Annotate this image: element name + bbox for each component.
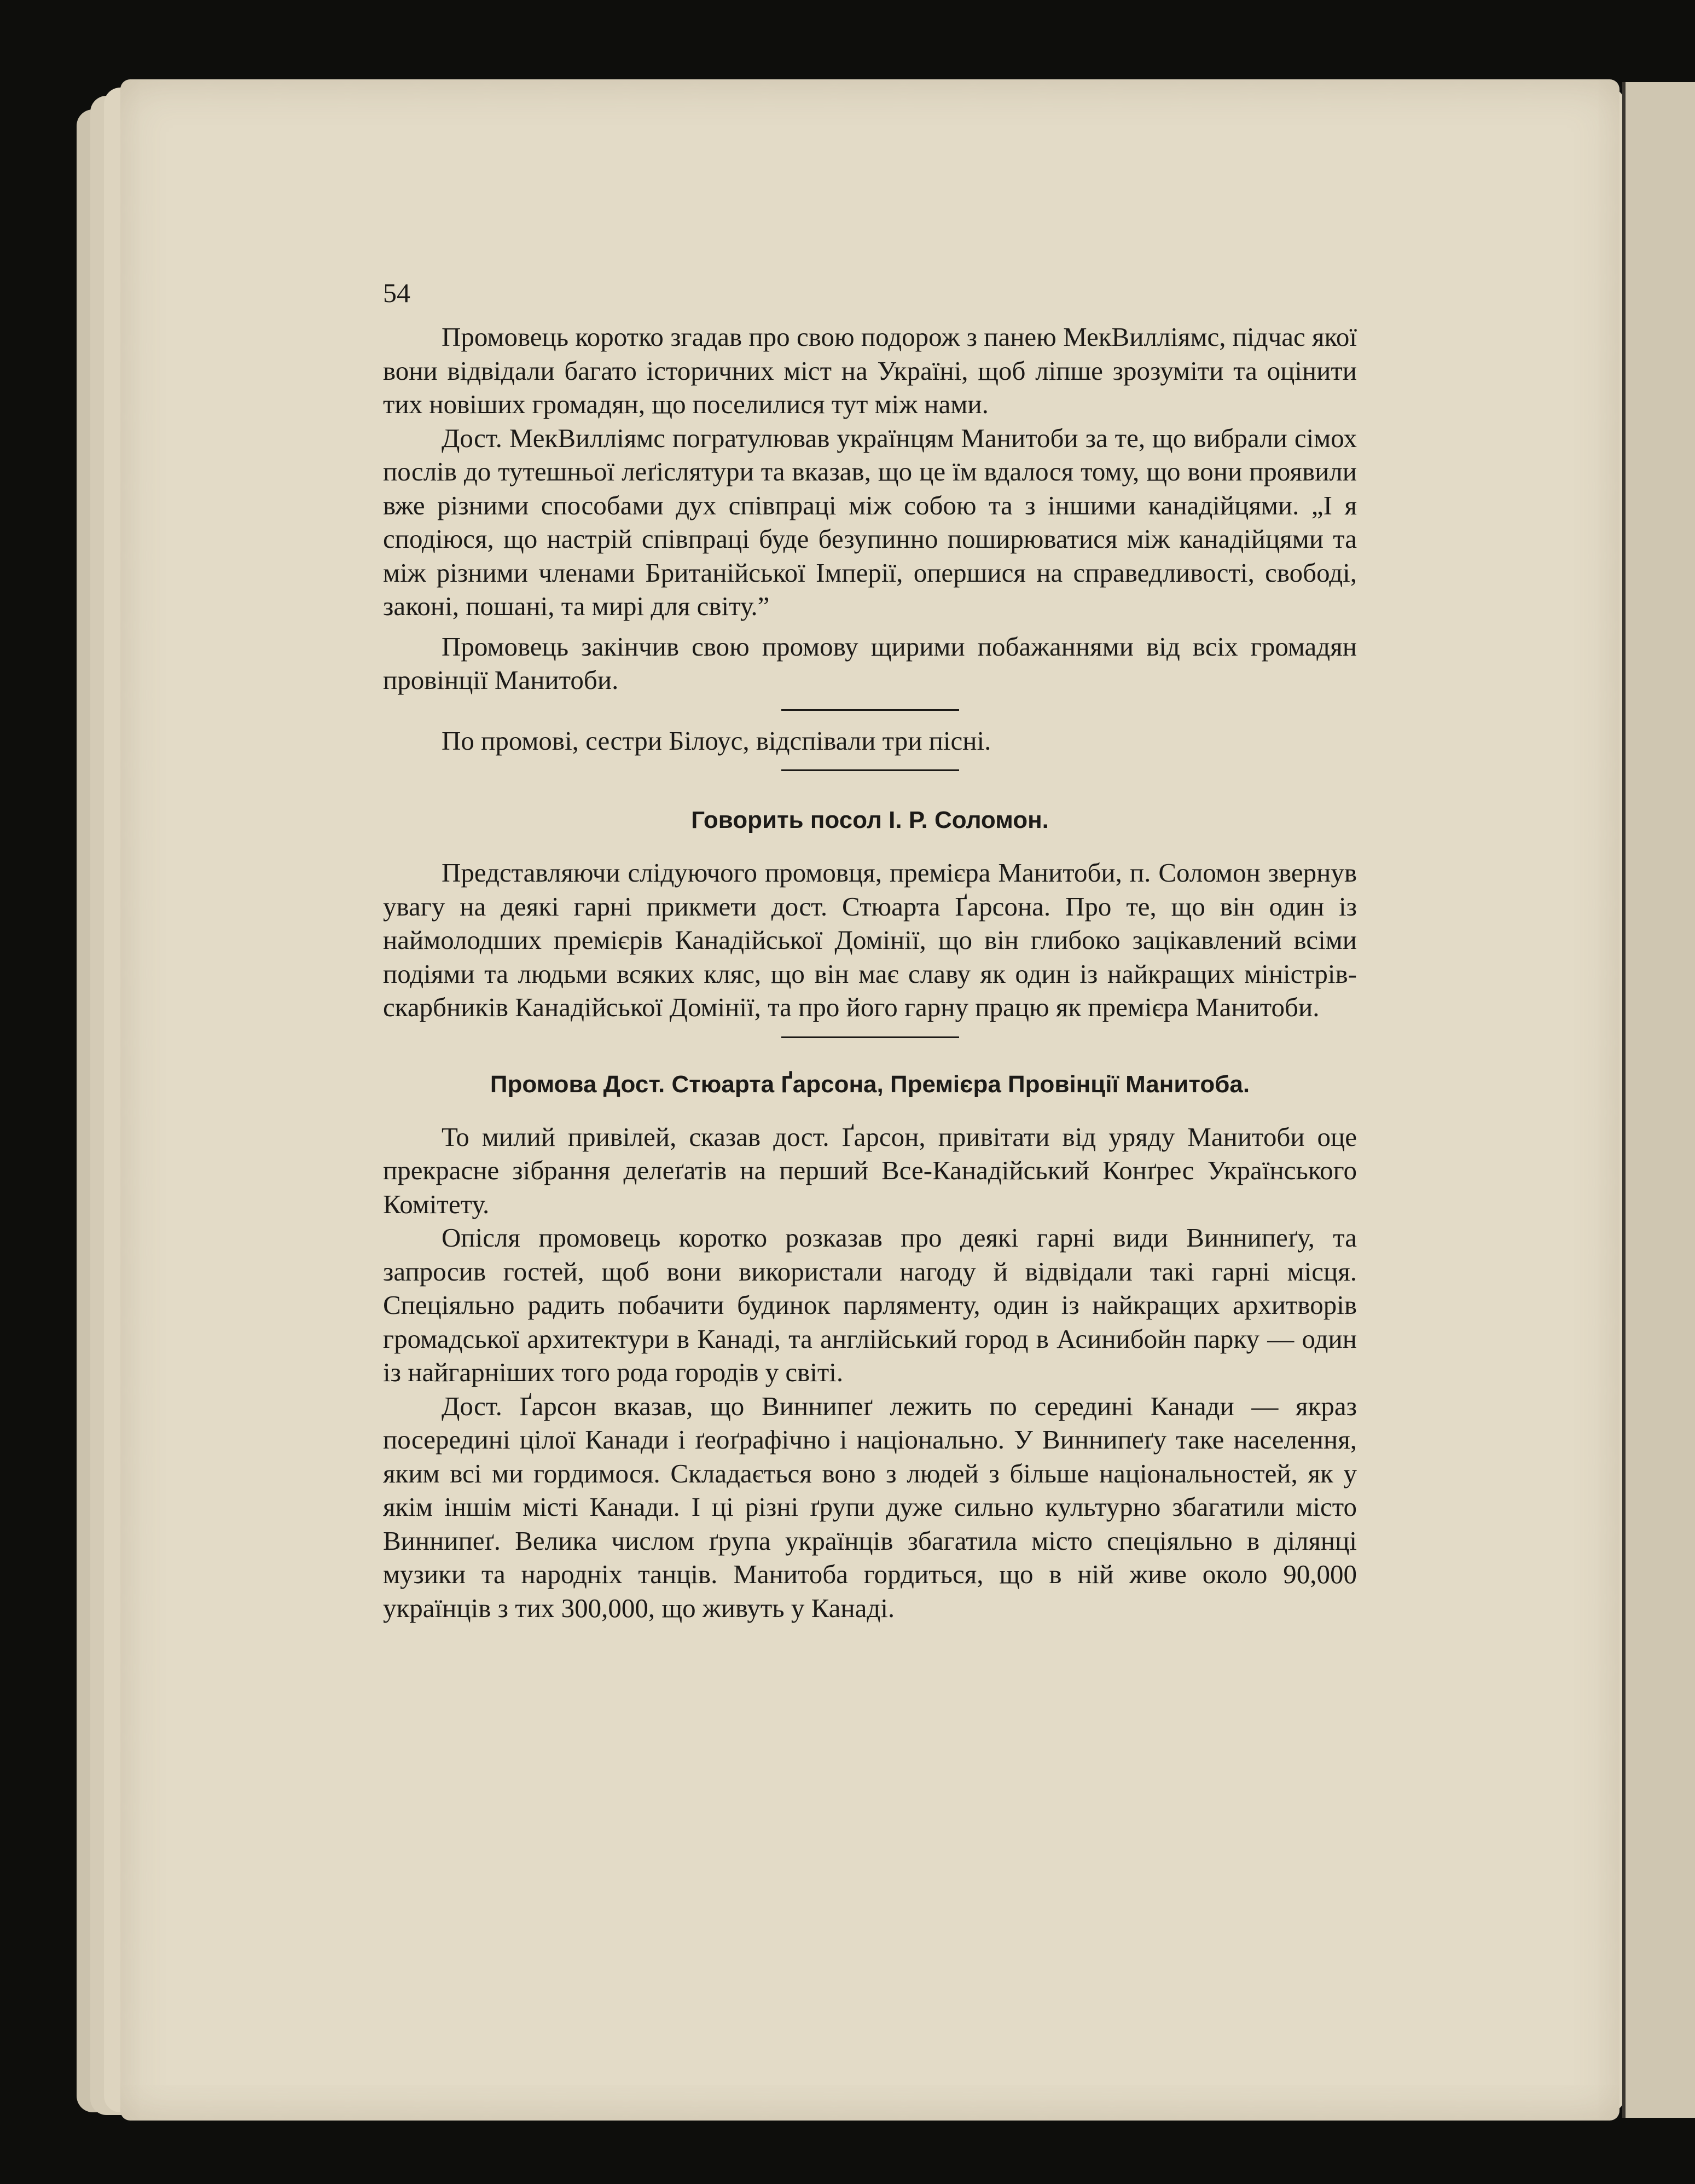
section-divider	[781, 1036, 959, 1038]
page-content	[383, 276, 1357, 1625]
section-heading: Промова Дост. Стюарта Ґарсона, Премієра Провінції Манитоба.	[490, 1070, 1250, 1098]
paragraph: Дост. Ґарсон вказав, що Виннипеґ лежить по середині Канади — якраз посередині цілої Канади і ґеоґрафічно і національно. У Виннипеґу таке населення, яким всі ми гордимося. Складається воно з людей з більше національностей, як у якім іншім місті Канади. І ці різні ґрупи дуже сильно культурно збагатили місто Виннипеґ. Велика числом ґрупа українців збагатила місто спеціяльно в ділянці музики та народніх танців. Манитоба гордиться, що в ній живе около 90,000 українців з тих 300,000, що живуть у Канаді.	[383, 1391, 1357, 1623]
paragraph: Промовець коротко згадав про свою подорож з панею МекВилліямс, підчас якої вони відвідали багато історичних міст на Україні, щоб ліпше зрозуміти та оцінити тих новіших громадян, що поселилися тут між нами.	[383, 322, 1357, 419]
page-number: 54	[383, 277, 410, 308]
section-divider	[781, 769, 959, 771]
paragraph: Промовець закінчив свою промову щирими побажаннями від всіх громадян провінції Манитоби.	[383, 631, 1357, 695]
song-note: По промові, сестри Білоус, відспівали три пісні.	[442, 725, 991, 756]
paragraph: Дост. МекВилліямс погратулював українцям Манитоби за те, що вибрали сімох послів до тутешньої леґіслятури та вказав, що це їм вдалося тому, що вони проявили вже різними способами дух співпраці між собою та з іншими канадійцями. „І я сподіюся, що настрій співпраці буде безупинно поширюватися між канадійцями та між різними членами Британійської Імперії, опершися на справедливості, свободі, законі, пошані, та мирі для світу.”	[383, 422, 1357, 621]
section-heading: Говорить посол І. Р. Соломон.	[691, 807, 1049, 833]
facing-page-edge	[1622, 82, 1695, 2118]
paragraph: То милий привілей, сказав дост. Ґарсон, привітати від уряду Манитоби оце прекрасне зібрання делеґатів на перший Все-Канадійський Конґрес Українського Комітету.	[383, 1121, 1357, 1219]
paragraph: Представляючи слідуючого промовця, премієра Манитоби, п. Соломон звернув увагу на деякі гарні прикмети дост. Стюарта Ґарсона. Про те, що він один із наймолодших премієрів Канадійської Домінії, що він глибоко зацікавлений всіми подіями та людьми всяких кляс, що він має славу як один із найкращих міністрів-скарбників Канадійської Домінії, та про його гарну працю як премієра Манитоби.	[383, 858, 1357, 1022]
section-divider	[781, 709, 959, 711]
paragraph: Опісля промовець коротко розказав про деякі гарні види Виннипеґу, та запросив гостей, щоб вони використали нагоду й відвідали такі гарні місця. Спеціяльно радить побачити будинок парляменту, один із найкращих архитворів громадської архитектури в Канаді, та англійський город в Асинибойн парку — один із найгарніших того рода городів у світі.	[383, 1223, 1357, 1387]
